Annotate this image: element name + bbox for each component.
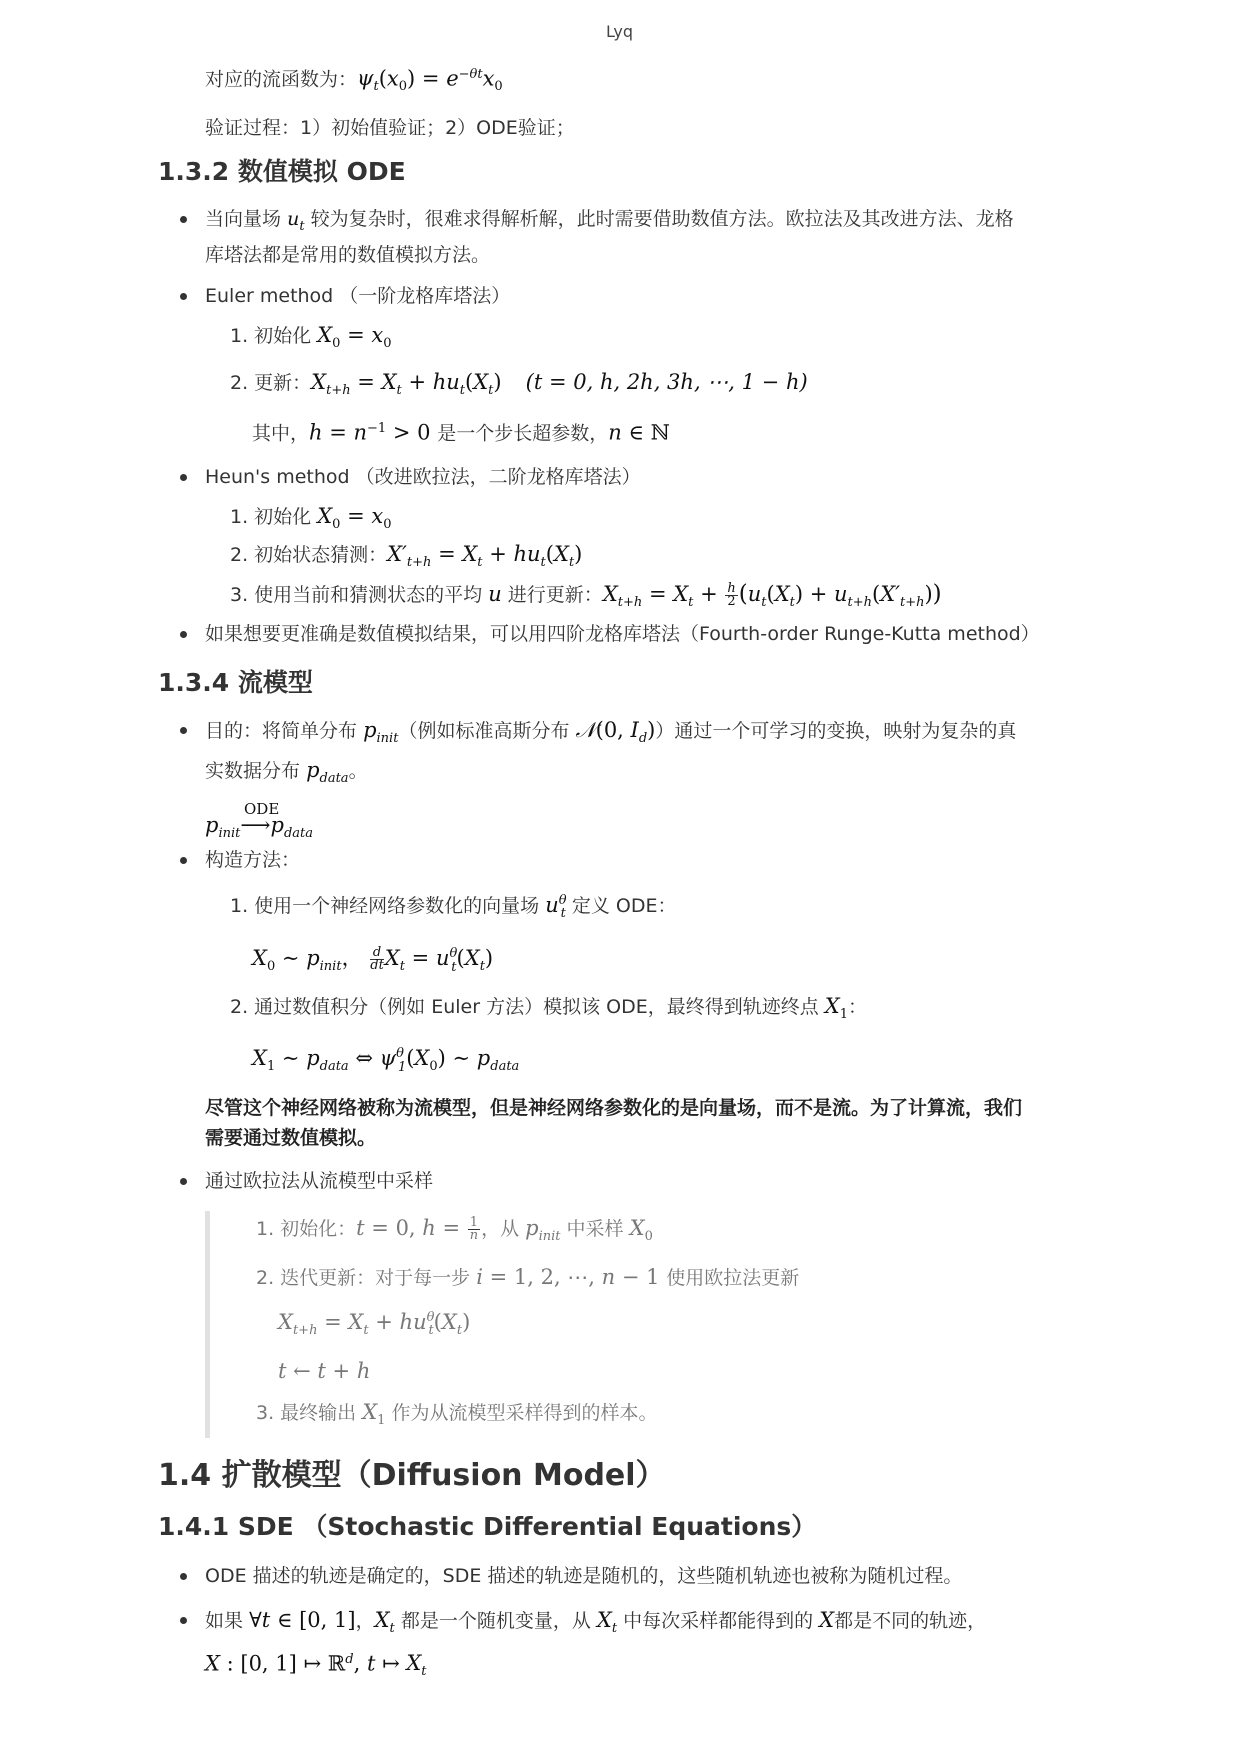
heun-step-2: 2. 初始状态猜测：$X'_{t+h} = X_t + hu_t(X_t)$: [230, 542, 583, 571]
trajectory-formula: X : [0, 1] ↦ ℝ$^d$, t ↦ $X_t$: [205, 1651, 427, 1680]
sample-step-1: 1. 初始化：t = 0, h = $\frac{1}{n}$ ，从 $p_{init}$ 中采样 $X_0$: [256, 1214, 653, 1244]
goal-continuation: 实数据分布 $p_{data}$。: [205, 757, 368, 787]
sample-step-3: 3. 最终输出 $X_1$ 作为从流模型采样得到的样本。: [256, 1399, 658, 1428]
list-item: 当向量场 $u_t$ 较为复杂时，很难求得解析解，此时需要借助数值方法。欧拉法及其改进方法、龙格: [158, 203, 1088, 243]
method-step-2: 2. 通过数值积分（例如 Euler 方法）模拟该 ODE，最终得到轨迹终点 $X_1$：: [230, 993, 868, 1022]
heun-step-3: 3. 使用当前和猜测状态的平均 u 进行更新：$X_{t+h} = X_t$ + $\frac{h}{2}$ $(u_t(X_t) + u_{t+h}(X'_{t+h}))$: [230, 580, 942, 610]
list-item-heun: Heun's method （改进欧拉法，二阶龙格库塔法）: [158, 461, 1088, 493]
bold-note-2: 需要通过数值模拟。: [205, 1126, 377, 1149]
euler-step-2: 2. 更新：$X_{t+h} = X_t + hu_t(X_t) (t = 0$, h, 2h, 3h, ⋯, 1 − h): [230, 370, 808, 399]
flow-function-line: 对应的流函数为：$\psi_t(x_0) = e^{-\theta t}x_0$: [205, 66, 503, 95]
section-title-1-3-4: 1.3.4 流模型: [158, 667, 313, 697]
section-title-1-4-1: 1.4.1 SDE （Stochastic Differential Equations）: [158, 1511, 817, 1541]
method-formula-2: $X_1$ ∼ $p_{data}$ ⇔ $\psi^\theta_1(X_0)$ ∼ $p_{data}$: [252, 1046, 520, 1075]
section-title-1-3-2: 1.3.2 数值模拟 ODE: [158, 156, 406, 186]
list-item-rk4: 如果想要更准确是数值模拟结果，可以用四阶龙格库塔法（Fourth-order Runge-Kutta method）: [158, 618, 1088, 650]
list-item-sampling: 通过欧拉法从流模型中采样: [158, 1165, 1088, 1197]
sampling-blockquote: [205, 1211, 1088, 1438]
euler-step-1: 1. 初始化 $X_0 = x_0$: [230, 323, 392, 352]
list-item-goal: 目的：将简单分布 $p_{init}$（例如标准高斯分布 𝒩(0, $I_d$)）通过一个可学习的变换，映射为复杂的真: [158, 714, 1088, 755]
list-item-random-variable: 如果 ∀t ∈ [0, 1]，$X_t$ 都是一个随机变量，从 $X_t$ 中每次采样都能得到的 X都是不同的轨迹，: [158, 1604, 1088, 1645]
euler-note: 其中，$h = n^{-1} > 0$ 是一个步长超参数，n ∈ ℕ: [252, 420, 670, 445]
list-item-method: 构造方法：: [158, 844, 1088, 876]
verify-line: 验证过程：1）初始值验证；2）ODE验证；: [205, 116, 575, 139]
heun-step-1: 1. 初始化 $X_0 = x_0$: [230, 503, 392, 532]
page-header: Lyq: [605, 22, 634, 41]
sample-step-2: 2. 迭代更新：对于每一步 i = 1, 2, ⋯, n − 1 使用欧拉法更新: [256, 1264, 800, 1289]
document-body: [158, 58, 1088, 1687]
method-step-1: 1. 使用一个神经网络参数化的向量场 $u^\theta_t$ 定义 ODE：: [230, 893, 677, 922]
bold-note-1: 尽管这个神经网络被称为流模型，但是神经网络参数化的是向量场，而不是流。为了计算流，我们: [205, 1096, 1023, 1119]
list-item-euler: Euler method （一阶龙格库塔法）: [158, 280, 1088, 312]
list-item-sde: ODE 描述的轨迹是确定的，SDE 描述的轨迹是随机的，这些随机轨迹也被称为随机过程。: [158, 1560, 1088, 1592]
ode-mapping: ODE $p_{init}⟶p_{data}$: [205, 800, 313, 842]
section-title-1-4: 1.4 扩散模型（Diffusion Model）: [158, 1457, 666, 1493]
sample-update-formula: $X_{t+h} = X_t + hu^\theta_t(X_t)$: [278, 1309, 471, 1338]
method-formula-1: $X_0$ ∼ $p_{init}$， $\frac{d}{dt}$ $X_t = u^\theta_t(X_t)$: [252, 945, 494, 975]
sample-time-update: t ← t + h: [278, 1358, 371, 1383]
list-item-continuation: 库塔法都是常用的数值模拟方法。: [205, 244, 491, 267]
